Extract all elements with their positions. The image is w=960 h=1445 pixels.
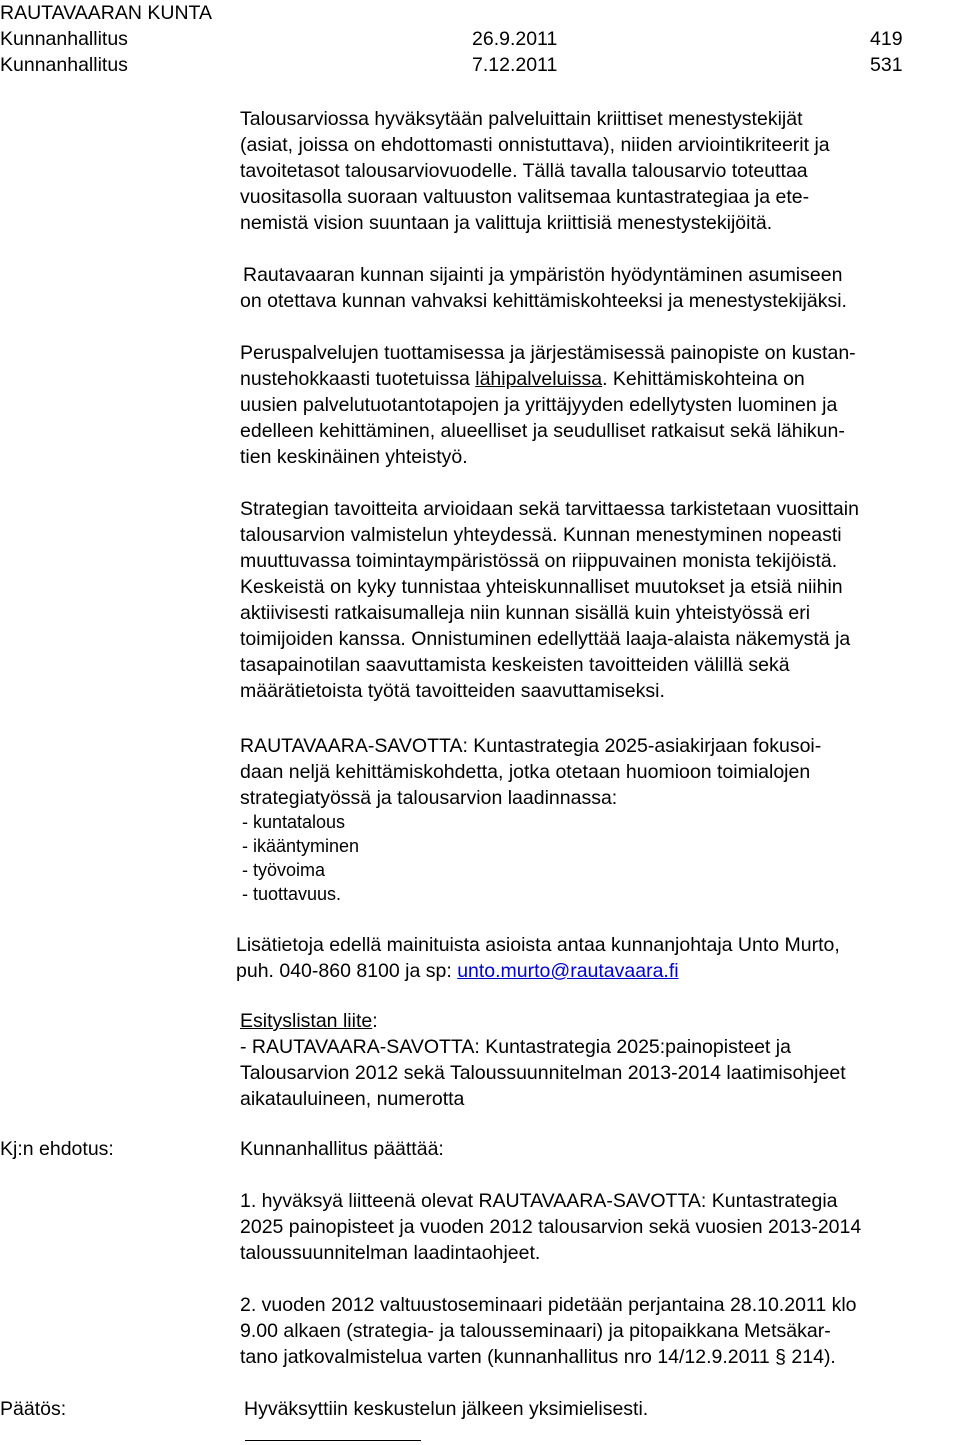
text-line: määrätietoista työtä tavoitteiden saavuttamiseksi. <box>240 680 665 702</box>
text-segment: nustehokkaasti tuotetuissa <box>240 368 476 390</box>
text-line: nemistä vision suuntaan ja valittuja kriittisiä menestystekijöitä. <box>240 212 773 234</box>
text-line: Keskeistä on kyky tunnistaa yhteiskunnalliset muutokset ja etsiä niihin <box>240 576 843 598</box>
underlined-term: lähipalveluissa <box>475 368 603 390</box>
text-line: Lisätietoja edellä mainituista asioista antaa kunnanjohtaja Unto Murto, <box>236 934 840 956</box>
text-line: tavoitetasot talousarviovuodelle. Tällä tavalla talousarvio toteuttaa <box>240 160 808 182</box>
text-line: Rautavaaran kunnan sijainti ja ympäristön hyödyntäminen asumiseen <box>243 264 843 286</box>
text-line: edelleen kehittäminen, alueelliset ja seudulliset ratkaisut sekä lähikun- <box>240 420 845 442</box>
header-body-2: Kunnanhallitus <box>0 54 128 76</box>
proposal-label: Kj:n ehdotus: <box>0 1138 114 1160</box>
text-line: vuositasolla suoraan valtuuston valitsemaa kuntastrategiaa ja ete- <box>240 186 810 208</box>
text-line: strategiatyössä ja talousarvion laadinnassa: <box>240 787 618 809</box>
list-item: - kuntatalous <box>242 812 346 832</box>
list-item: - työvoima <box>242 860 326 880</box>
header-date-1: 26.9.2011 <box>472 28 558 50</box>
header-body-1: Kunnanhallitus <box>0 28 128 50</box>
text-line: Talousarviossa hyväksytään palveluittain kriittiset menestystekijät <box>240 108 803 130</box>
list-item: - tuottavuus. <box>242 884 342 904</box>
text-line: aikatauluineen, numerotta <box>240 1088 465 1110</box>
text-line: uusien palvelutuotantotapojen ja yrittäjyyden edellytysten luominen ja <box>240 394 838 416</box>
text-line: 2. vuoden 2012 valtuustoseminaari pidetään perjantaina 28.10.2011 klo <box>240 1294 857 1316</box>
attachment-heading-text: Esityslistan liite <box>240 1010 373 1032</box>
text-line: Strategian tavoitteita arvioidaan sekä tarvittaessa tarkistetaan vuosittain <box>240 498 859 520</box>
proposal-heading: Kunnanhallitus päättää: <box>240 1138 444 1160</box>
text-line: muuttuvassa toimintaympäristössä on riippuvainen monista tekijöistä. <box>240 550 838 572</box>
email-link[interactable]: unto.murto@rautavaara.fi <box>457 960 679 982</box>
text-line: tien keskinäinen yhteistyö. <box>240 446 468 468</box>
text-line: 1. hyväksyä liitteenä olevat RAUTAVAARA-SAVOTTA: Kuntastrategia <box>240 1190 838 1212</box>
text-line: tasapainotilan saavuttamista keskeisten tavoitteiden välillä sekä <box>240 654 790 676</box>
header-date-2: 7.12.2011 <box>472 54 558 76</box>
text-line: toimijoiden kanssa. Onnistuminen edellyttää laaja-alaista näkemystä ja <box>240 628 851 650</box>
text-line: tano jatkovalmistelua varten (kunnanhallitus nro 14/12.9.2011 § 214). <box>240 1346 836 1368</box>
text-line: aktiivisesti ratkaisumalleja niin kunnan sisällä kuin yhteistyössä eri <box>240 602 811 624</box>
attachment-heading <box>240 1008 378 1034</box>
text-line: Peruspalvelujen tuottamisessa ja järjestämisessä painopiste on kustan- <box>240 342 856 364</box>
text-segment: . Kehittämiskohteina on <box>602 368 805 390</box>
text-line: (asiat, joissa on ehdottomasti onnistuttava), niiden arviointikriteerit ja <box>240 134 830 156</box>
text-line: taloussuunnitelman laadintaohjeet. <box>240 1242 541 1264</box>
text-line: 2025 painopisteet ja vuoden 2012 talousarvion sekä vuosien 2013-2014 <box>240 1216 862 1238</box>
text-line: 9.00 alkaen (strategia- ja talousseminaari) ja pitopaikkana Metsäkar- <box>240 1320 831 1342</box>
text-segment: : <box>372 1010 378 1032</box>
text-segment: puh. 040-860 8100 ja sp: <box>236 960 458 982</box>
text-line: talousarvion valmistelun yhteydessä. Kunnan menestyminen nopeasti <box>240 524 842 546</box>
signature-separator <box>245 1440 421 1441</box>
organization-name: RAUTAVAARAN KUNTA <box>0 2 212 24</box>
header-page-1: 419 <box>870 28 903 50</box>
text-line: RAUTAVAARA-SAVOTTA: Kuntastrategia 2025-asiakirjaan fokusoi- <box>240 735 822 757</box>
list-item: - ikääntyminen <box>242 836 360 856</box>
decision-label: Päätös: <box>0 1398 67 1420</box>
text-line <box>240 366 805 392</box>
text-line <box>236 958 679 984</box>
text-line: daan neljä kehittämiskohdetta, jotka otetaan huomioon toimialojen <box>240 761 811 783</box>
text-line: Talousarvion 2012 sekä Taloussuunnitelman 2013-2014 laatimisohjeet <box>240 1062 846 1084</box>
header-page-2: 531 <box>870 54 903 76</box>
decision-text: Hyväksyttiin keskustelun jälkeen yksimielisesti. <box>244 1398 649 1420</box>
text-line: - RAUTAVAARA-SAVOTTA: Kuntastrategia 2025:painopisteet ja <box>240 1036 791 1058</box>
text-line: on otettava kunnan vahvaksi kehittämiskohteeksi ja menestystekijäksi. <box>240 290 847 312</box>
